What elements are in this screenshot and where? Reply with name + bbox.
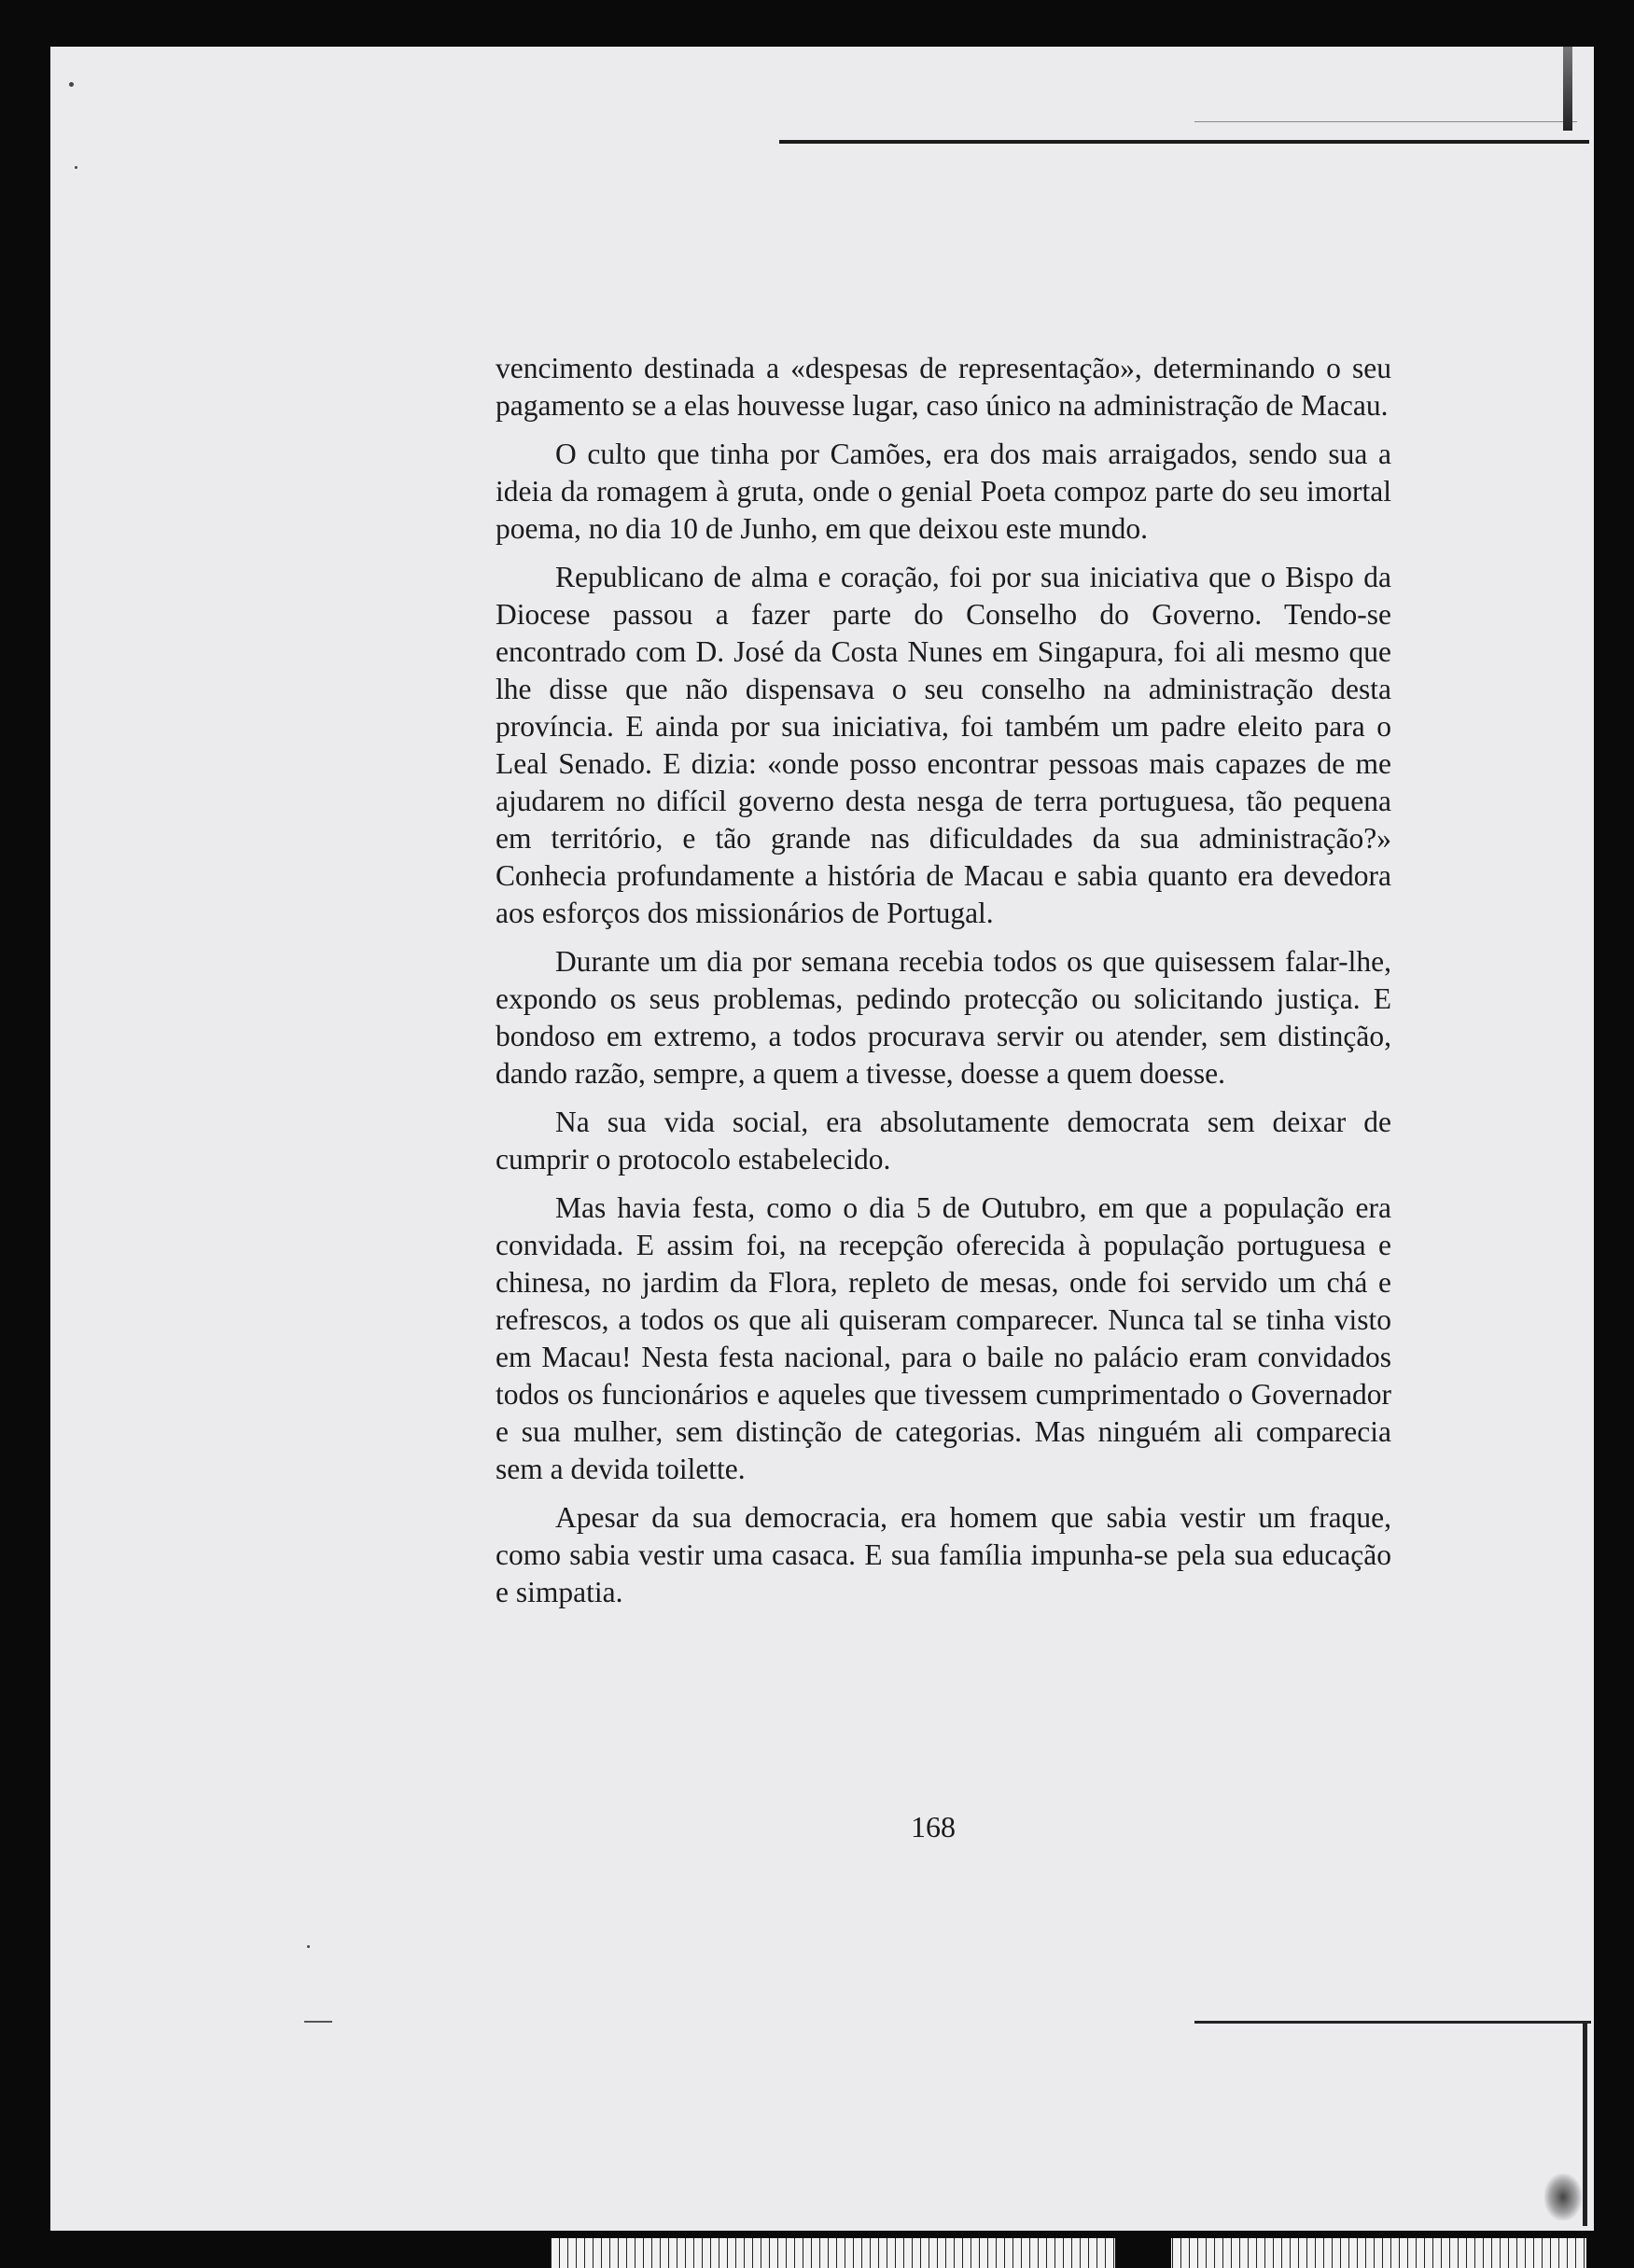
page-edge-shadow-top	[1563, 47, 1572, 131]
paragraph: Apesar da sua democracia, era homem que sabia vestir um fraque, como sabia vestir uma casaca. E sua família impunha-se pela sua educação e simpatia.	[496, 1501, 1391, 1608]
paragraph: Republicano de alma e coração, foi por sua iniciativa que o Bispo da Diocese passou a fazer parte do Conselho do Governo. Tendo-se encontrado com D. José da Costa Nunes em Singapura, foi ali mesmo que lhe disse que não dispensava o seu conselho na administração desta província. E ainda por sua iniciativa, foi também um padre eleito para o Leal Senado. E dizia: «onde posso encontrar pessoas mais capazes de me ajudarem no difícil governo desta nesga de terra portuguesa, tão pequena em território, e tão grande nas dificuldades da sua administração?» Conhecia profundamente a história de Macau e sabia quanto era devedora aos esforços dos missionários de Portugal.	[496, 561, 1391, 929]
paragraph: Na sua vida social, era absolutamente democrata sem deixar de cumprir o protocolo estabelecido.	[496, 1106, 1391, 1176]
top-rule	[779, 140, 1589, 144]
speck	[307, 1945, 310, 1948]
ink-smudge	[1544, 2174, 1582, 2220]
paragraph: Mas havia festa, como o dia 5 de Outubro, em que a população era convidada. E assim foi, na recepção oferecida à população portuguesa e chinesa, no jardim da Flora, repleto de mesas, onde foi servido um chá e refrescos, a todos os que ali quiseram comparecer. Nunca tal se tinha visto em Macau! Nesta festa nacional, para o baile no palácio eram convidados todos os funcionários e aqueles que tivessem cumprimentado o Governador e sua mulher, sem distinção de categorias. Mas ninguém ali comparecia sem a devida toilette.	[496, 1191, 1391, 1485]
top-thin-rule	[1194, 121, 1577, 122]
speck	[69, 82, 74, 87]
scan-scale-bar	[551, 2238, 1586, 2268]
paragraph: O culto que tinha por Camões, era dos mais arraigados, sendo sua a ideia da romagem à gruta, onde o genial Poeta compoz parte do seu imortal poema, no dia 10 de Junho, em que deixou este mundo.	[496, 438, 1391, 545]
speck	[75, 166, 77, 169]
page-number: 168	[911, 1810, 956, 1844]
bottom-left-mark	[304, 2021, 332, 2023]
scale-bar-gap	[1115, 2238, 1171, 2268]
bottom-rule	[1194, 2021, 1591, 2024]
paragraph: vencimento destinada a «despesas de representação», determinando o seu pagamento se a elas houvesse lugar, caso único na administração de Macau.	[496, 352, 1391, 422]
page-edge-shadow-bottom	[1583, 2021, 1587, 2226]
paragraph: Durante um dia por semana recebia todos os que quisessem falar-lhe, expondo os seus problemas, pedindo protecção ou solicitando justiça. E bondoso em extremo, a todos procurava servir ou atender, sem distinção, dando razão, sempre, a quem a tivesse, doesse a quem doesse.	[496, 945, 1391, 1090]
body-text	[496, 350, 1391, 1622]
